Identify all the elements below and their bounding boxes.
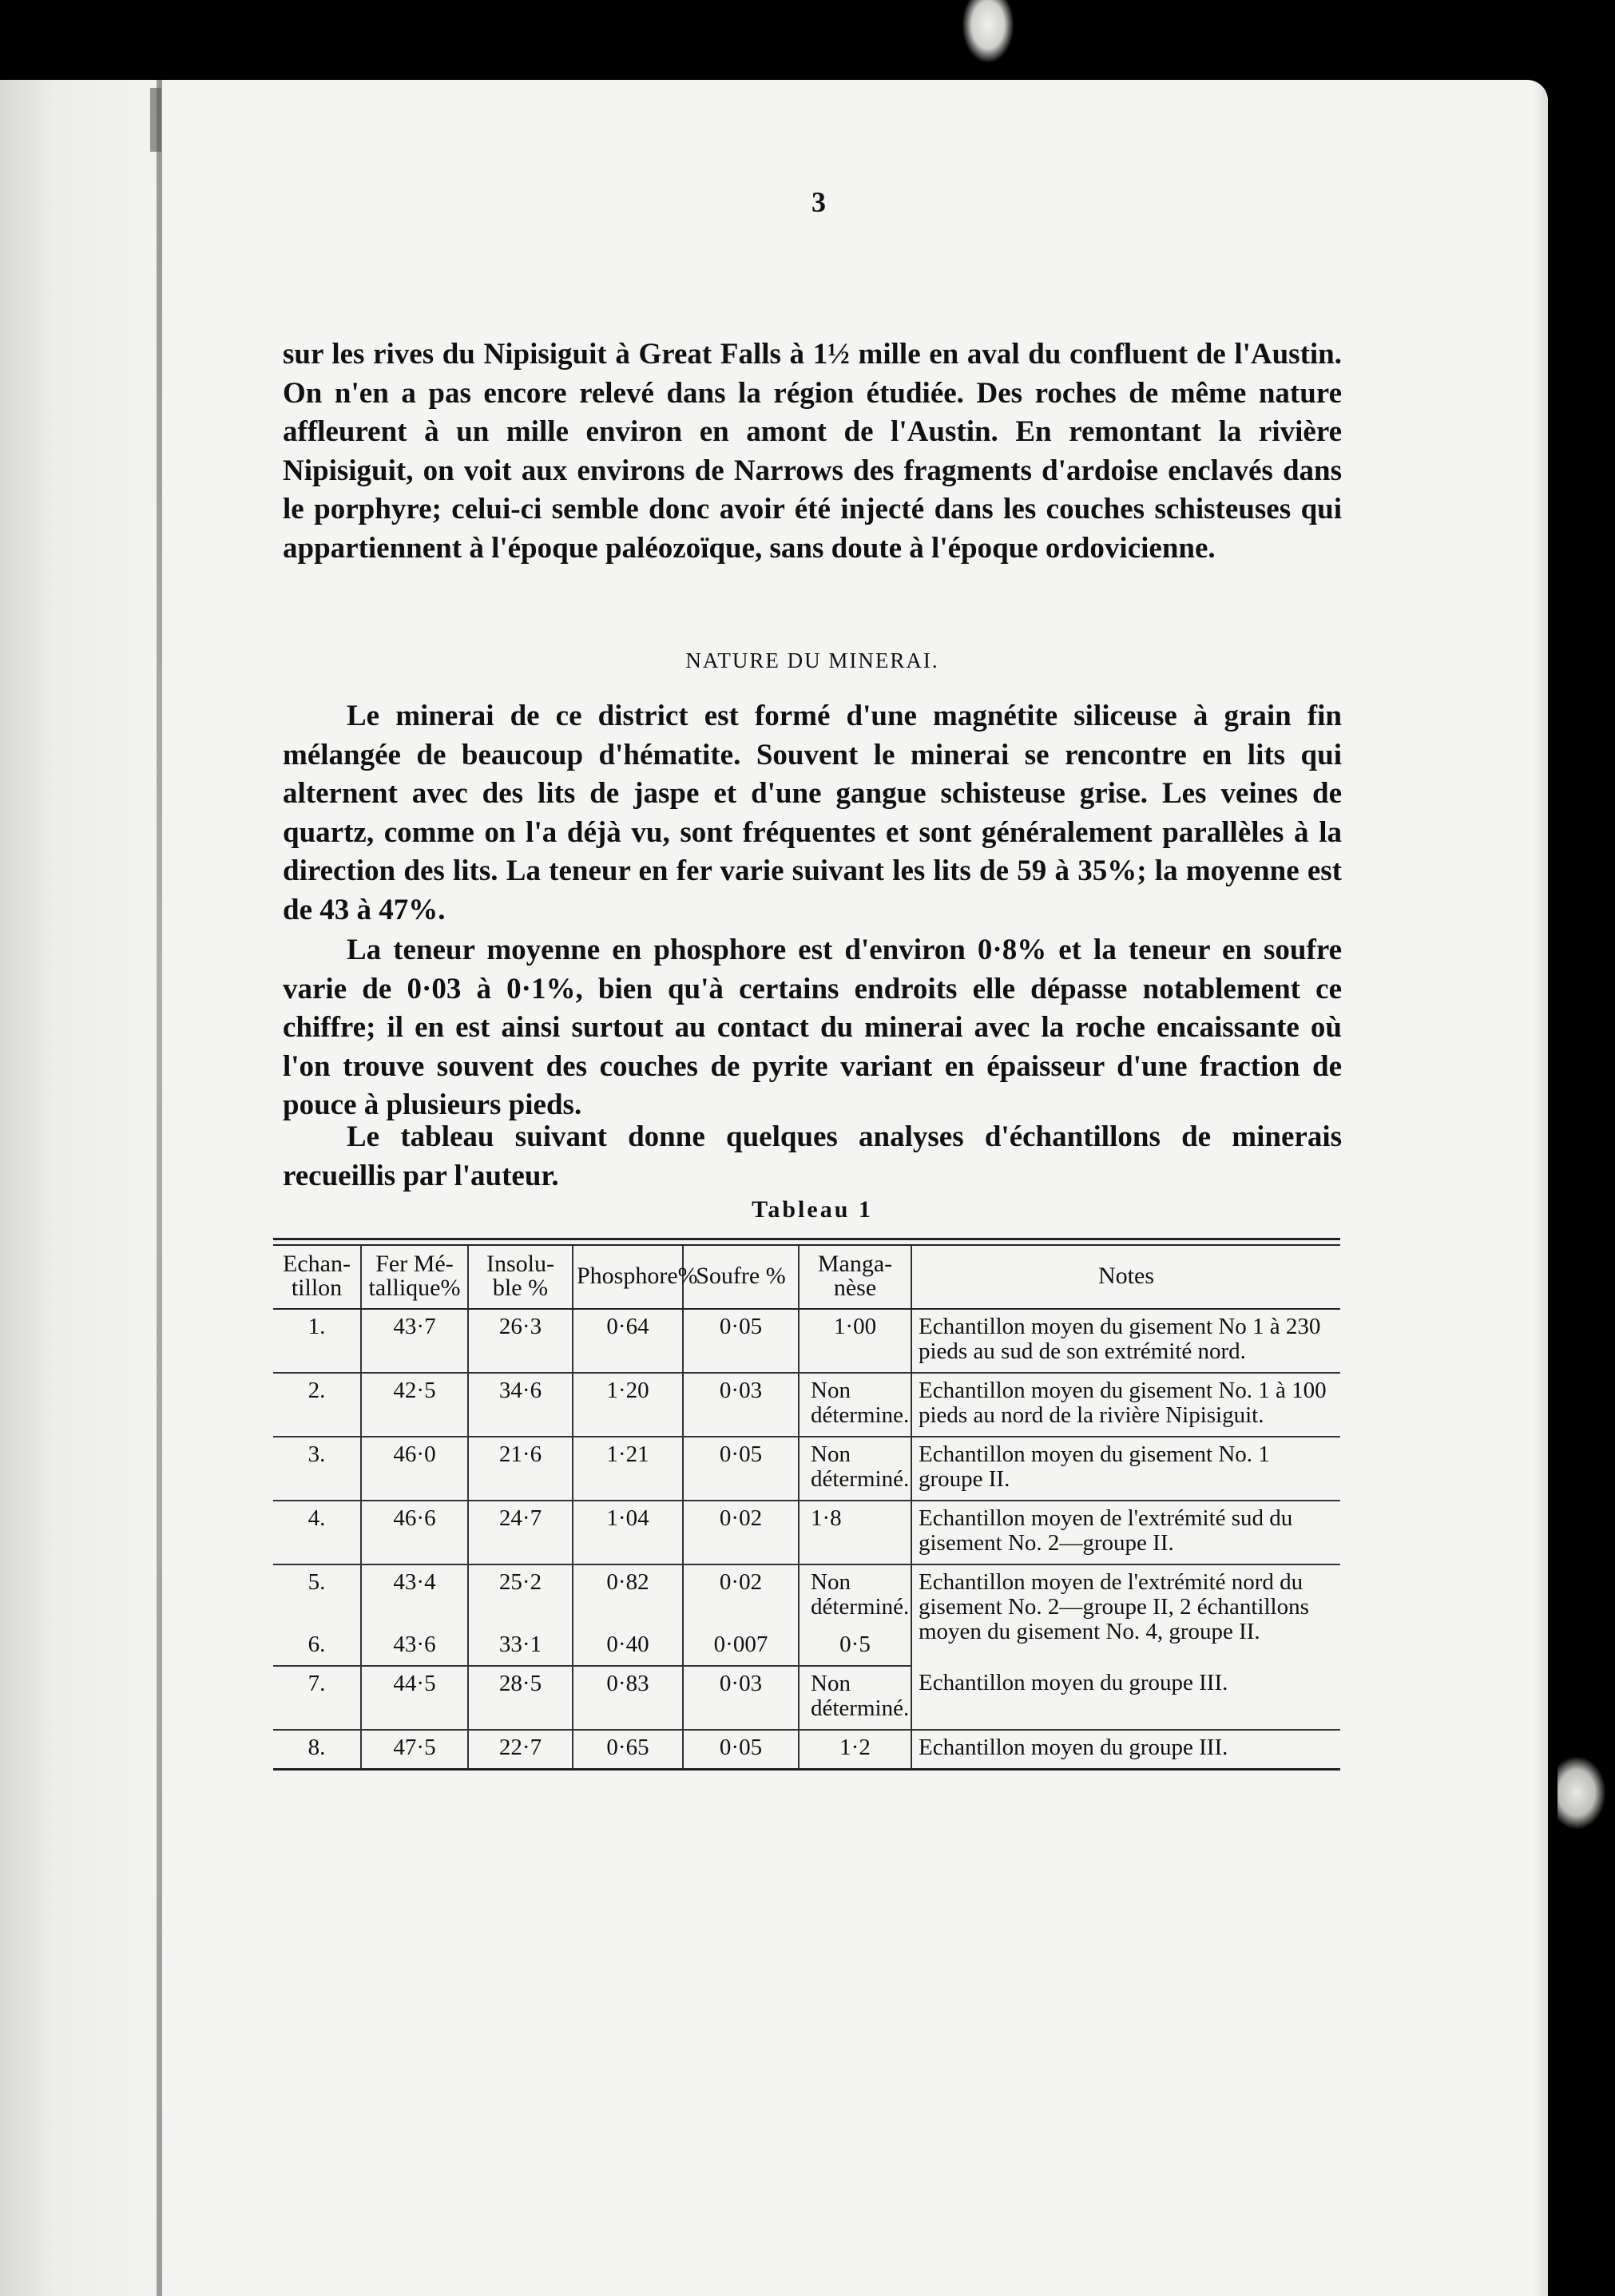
cell-fer: 43·7 [361,1309,468,1373]
cell-soufre: 0·02 [683,1564,799,1628]
cell-fer: 46·6 [361,1501,468,1564]
cell-soufre: 0·02 [683,1501,799,1564]
paragraph-text: La teneur moyenne en phosphore est d'environ 0·8% et la teneur en soufre varie de 0·03 à 0·1%, bien qu'à certains endroits elle dépasse notablement ce chiffre; il en est ainsi surtout au contact du minerai avec la roche encaissante où l'on trouve souvent des couches de pyrite variant en épaisseur d'une fraction de pouce à plusieurs pieds. [283,934,1342,1121]
paragraph [283,1118,1342,1196]
cell-phos: 0·40 [573,1628,683,1666]
cell-fer: 42·5 [361,1373,468,1437]
cell-phos: 0·82 [573,1564,683,1628]
cell-note: Echantillon moyen du gisement No. 1 à 100 pieds au nord de la rivière Nipisiguit. [911,1373,1340,1437]
cell-id: 3. [273,1437,361,1501]
table-row [273,1666,1340,1730]
analysis-table [273,1238,1340,1771]
cell-id: 8. [273,1730,361,1770]
cell-soufre: 0·05 [683,1437,799,1501]
cell-soufre: 0·03 [683,1666,799,1730]
cell-id: 1. [273,1309,361,1373]
cell-mn: 1·00 [799,1309,911,1373]
cell-note: Echantillon moyen de l'extrémité sud du gisement No. 2—groupe II. [911,1501,1340,1564]
cell-fer: 44·5 [361,1666,468,1730]
cell-soufre: 0·007 [683,1628,799,1666]
cell-note: Echantillon moyen du groupe III. [911,1730,1340,1770]
table-header-row [273,1246,1340,1309]
cell-note: Echantillon moyen du gisement No. 1 groupe II. [911,1437,1340,1501]
section-heading: NATURE DU MINERAI. [685,648,939,672]
cell-phos: 1·21 [573,1437,683,1501]
table-row [273,1564,1340,1628]
header-phosphore: Phosphore% [573,1246,683,1309]
cell-soufre: 0·05 [683,1730,799,1770]
cell-insol: 22·7 [468,1730,573,1770]
scan-artifact [962,0,1014,62]
cell-note: Echantillon moyen du gisement No 1 à 230 pieds au sud de son extrémité nord. [911,1309,1340,1373]
table-caption: Tableau 1 [752,1196,873,1223]
cell-mn: Non déterminé. [799,1666,911,1730]
header-soufre: Soufre % [683,1246,799,1309]
cell-id: 5. [308,1569,326,1595]
cell-soufre: 0·05 [683,1309,799,1373]
cell-insol: 21·6 [468,1437,573,1501]
cell-fer: 43·4 [361,1564,468,1628]
paragraph [283,931,1342,1125]
cell-fer: 46·0 [361,1437,468,1501]
header-notes: Notes [911,1246,1340,1309]
header-manganese: Manga-nèse [799,1246,911,1309]
cell-insol: 28·5 [468,1666,573,1730]
cell-fer: 47·5 [361,1730,468,1770]
paragraph-text: Le tableau suivant donne quelques analyses d'échantillons de minerais recueillis par l'auteur. [283,1120,1342,1192]
cell-id: 4. [273,1501,361,1564]
cell-mn: 0·5 [799,1628,911,1666]
cell-insol: 24·7 [468,1501,573,1564]
cell-mn: Non détermine. [799,1373,911,1437]
cell-mn: 1·8 [799,1501,911,1564]
cell-phos: 0·64 [573,1309,683,1373]
cell-phos: 1·20 [573,1373,683,1437]
cell-id: 7. [273,1666,361,1730]
table-top-rule [273,1238,1340,1246]
cell-note: Echantillon moyen du groupe III. [911,1666,1340,1730]
cell-phos: 0·83 [573,1666,683,1730]
header-insoluble: Insolu-ble % [468,1246,573,1309]
binding-edge [157,80,162,2296]
scan-artifact [1557,1757,1605,1829]
cell-id: 2. [273,1373,361,1437]
paragraph-text: Le minerai de ce district est formé d'une magnétite siliceuse à grain fin mélangée de beaucoup d'hématite. Souvent le minerai se rencontre en lits qui alternent avec des lits de jaspe et d'une gangue schisteuse grise. Les veines de quartz, comme on l'a déjà vu, sont fréquentes et sont généralement parallèles à la direction des lits. La teneur en fer varie suivant les lits de 59 à 35%; la moyenne est de 43 à 47%. [283,700,1342,926]
cell-insol: 25·2 [468,1564,573,1628]
cell-id: 6. [273,1628,361,1666]
header-echantillon: Echan-tillon [273,1246,361,1309]
paragraph [283,697,1342,930]
table-row [273,1437,1340,1501]
page-shadow [0,80,176,2296]
table-row [273,1373,1340,1437]
page-edge [1534,80,1548,2296]
binding-mark [150,88,161,152]
table-row [273,1501,1340,1564]
cell-insol: 26·3 [468,1309,573,1373]
paragraph [283,335,1342,568]
cell-phos: 1·04 [573,1501,683,1564]
cell-insol: 34·6 [468,1373,573,1437]
cell-mn: 1·2 [799,1730,911,1770]
cell-phos: 0·65 [573,1730,683,1770]
cell-mn: Non déterminé. [799,1564,911,1628]
paragraph-text: sur les rives du Nipisiguit à Great Falls à 1½ mille en aval du confluent de l'Austin. On n'en a pas encore relevé dans la région étudiée. Des roches de même nature affleurent à un mille environ en amont de l'Austin. En remontant la rivière Nipisiguit, on voit aux environs de Narrows des fragments d'ardoise enclavés dans le porphyre; celui-ci semble donc avoir été injecté dans les couches schisteuses qui appartiennent à l'époque paléozoïque, sans doute à l'époque ordovicienne. [283,338,1342,565]
data-table [273,1246,1340,1771]
cell-fer: 43·6 [361,1628,468,1666]
cell-soufre: 0·03 [683,1373,799,1437]
header-fer: Fer Mé-tallique% [361,1246,468,1309]
cell-insol: 33·1 [468,1628,573,1666]
table-row [273,1730,1340,1770]
cell-mn: Non déterminé. [799,1437,911,1501]
table-row [273,1309,1340,1373]
page-number: 3 [811,186,826,218]
cell-note: Echantillon moyen de l'extrémité nord du gisement No. 2—groupe II, 2 échantillons moyen du gisement No. 4, groupe II. [911,1564,1340,1666]
